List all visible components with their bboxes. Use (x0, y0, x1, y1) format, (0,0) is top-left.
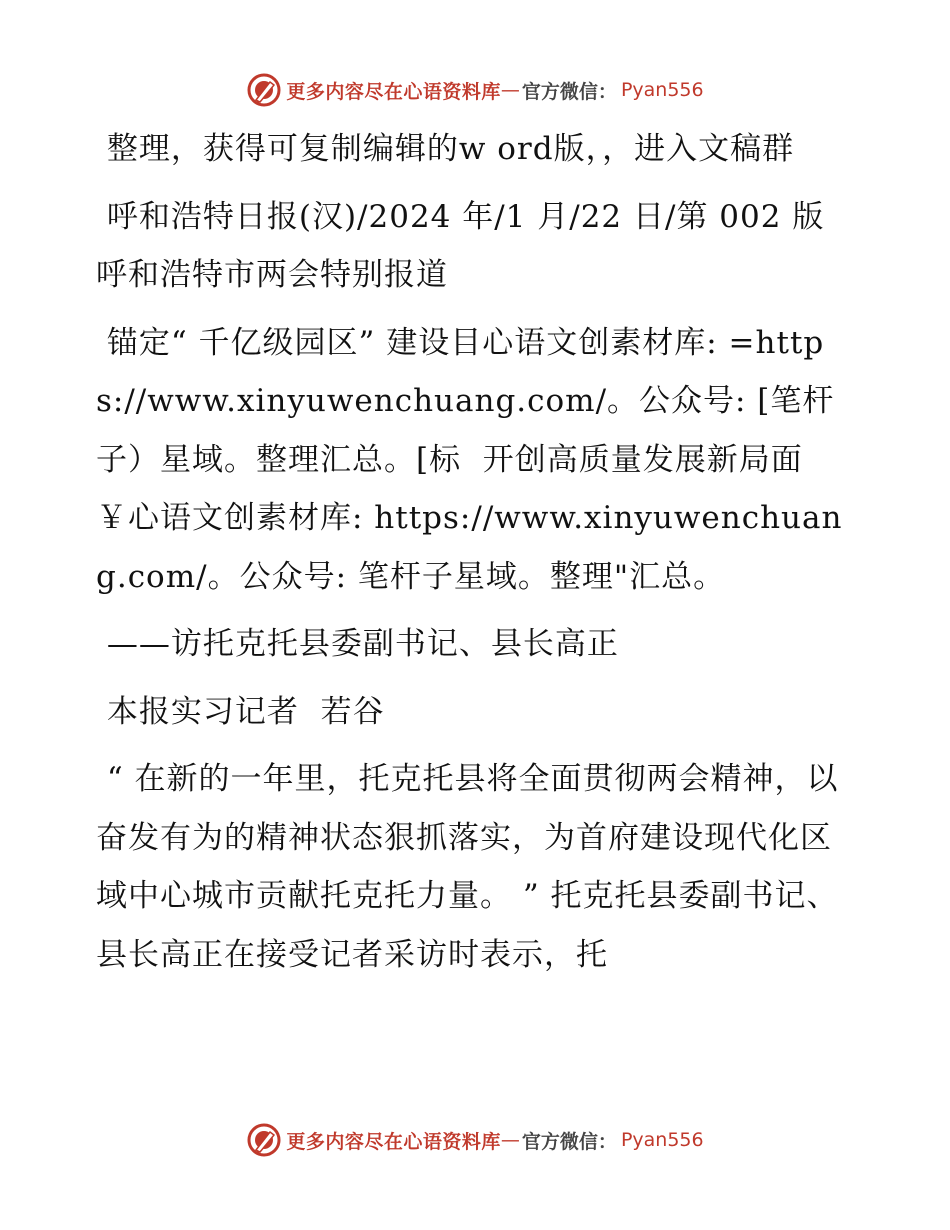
pen-logo-icon (246, 1122, 282, 1158)
banner-wechat-id: Pyan556 (620, 1129, 704, 1151)
paragraph-body: “ 在新的一年里，托克托县将全面贯彻两会精神，以奋发有为的精神状态狠抓落实，为首府建设现代化区域中心城市贡献托克托力量。 ” 托克托县委副书记、县长高正在接受记者采访时表示，托 (96, 761, 839, 973)
paragraph-subtitle: ——访托克托县委副书记、县长高正 (96, 626, 619, 662)
banner-official-label: 官方微信： (521, 80, 617, 103)
banner-wechat-id: Pyan556 (620, 79, 704, 101)
paragraph-byline: 本报实习记者 若谷 (96, 693, 385, 730)
banner-brand-text: 更多内容尽在心语资料库 (286, 80, 501, 103)
header-watermark-banner (0, 72, 950, 108)
banner-brand-text: 更多内容尽在心语资料库 (286, 1130, 501, 1153)
banner-dash: — (500, 79, 520, 101)
banner-official-label: 官方微信： (521, 1130, 617, 1153)
paragraph-headline: 锚定“ 千亿级园区” 建设目心语文创素材库: =https://www.xinyuwenchuang.com/。公众号: [笔杆子）星域。整理汇总。[标 开创高质量发展新局面￥心语文创素材库: https://www.xinyuwenchuang.com/。公众号: 笔杆子星域。整理"汇总。 (96, 324, 843, 595)
banner-dash: — (500, 1129, 520, 1151)
footer-watermark-banner (0, 1122, 950, 1158)
document-body (96, 120, 856, 993)
paragraph-source: 呼和浩特日报(汉)/2024 年/1 月/22 日/第 002 版呼和浩特市两会特别报道 (96, 198, 825, 293)
pen-logo-icon (246, 72, 282, 108)
paragraph-intro: 整理，获得可复制编辑的w ord版，，进入文稿群 (96, 131, 795, 167)
